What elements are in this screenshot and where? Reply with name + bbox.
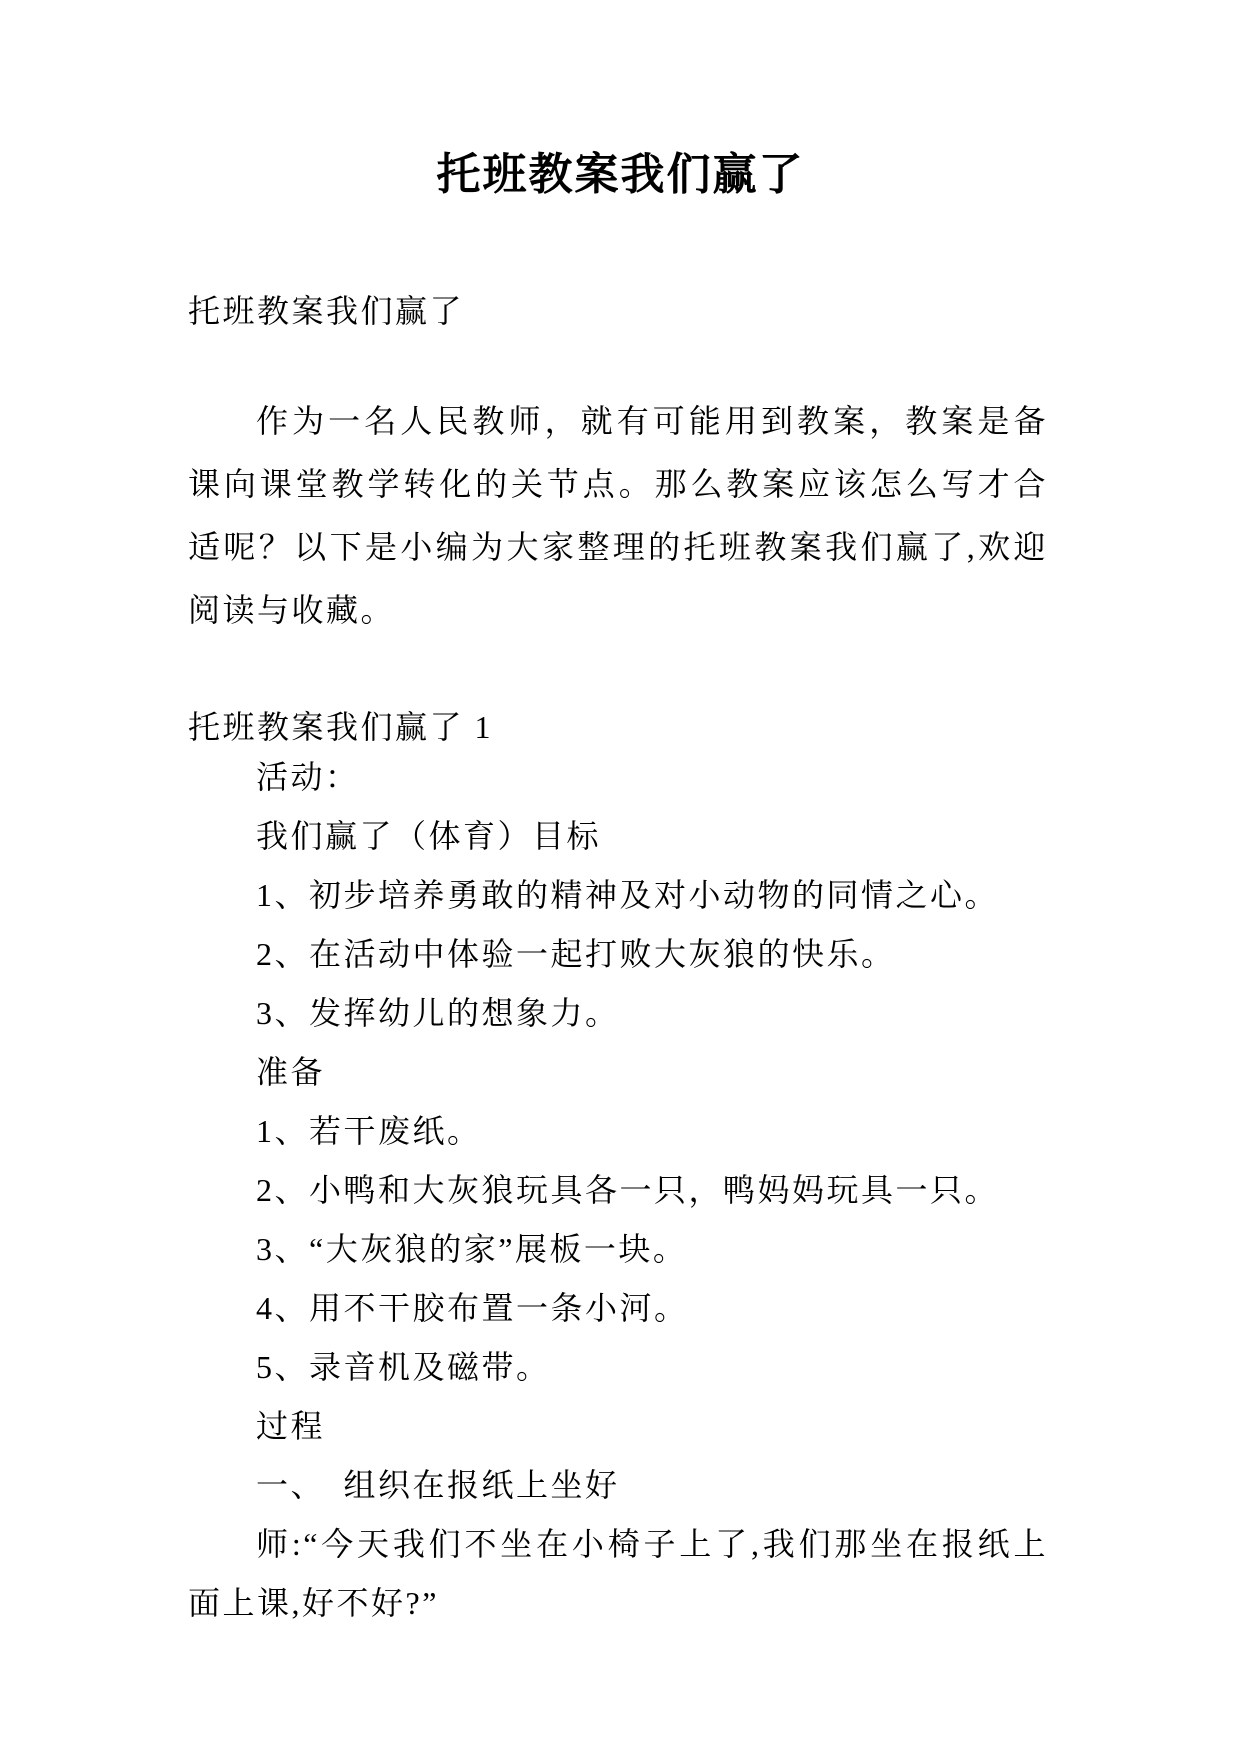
lesson-line: 2、小鸭和大灰狼玩具各一只，鸭妈妈玩具一只。 xyxy=(256,1172,1000,1208)
teacher-quote-paragraph: 师:“今天我们不坐在小椅子上了,我们那坐在报纸上面上课,好不好?” xyxy=(188,1526,1048,1621)
document-body xyxy=(188,290,1048,1633)
lesson-line: 3、“大灰狼的家”展板一块。 xyxy=(256,1231,688,1267)
lesson-line: 3、发挥幼儿的想象力。 xyxy=(256,995,620,1031)
lesson-line: 4、用不干胶布置一条小河。 xyxy=(256,1290,689,1326)
doc-subtitle: 托班教案我们赢了 xyxy=(188,293,465,329)
lesson-line: 5、录音机及磁带。 xyxy=(256,1349,551,1385)
lesson-line: 活动： xyxy=(256,759,360,795)
lesson-line: 一、 组织在报纸上坐好 xyxy=(256,1467,620,1503)
lesson-line: 1、初步培养勇敢的精神及对小动物的同情之心。 xyxy=(256,877,1000,913)
lesson-line: 准备 xyxy=(256,1054,326,1090)
lesson-line: 我们赢了（体育）目标 xyxy=(256,818,602,854)
intro-paragraph: 作为一名人民教师，就有可能用到教案，教案是备课向课堂教学转化的关节点。那么教案应该怎么写才合适呢？以下是小编为大家整理的托班教案我们赢了,欢迎阅读与收藏。 xyxy=(188,403,1048,628)
section-heading: 托班教案我们赢了 1 xyxy=(188,709,494,745)
lesson-plan-lines xyxy=(188,748,1048,1515)
lesson-line: 1、若干废纸。 xyxy=(256,1113,482,1149)
lesson-line: 2、在活动中体验一起打败大灰狼的快乐。 xyxy=(256,936,896,972)
page-title: 托班教案我们赢了 xyxy=(436,150,805,199)
lesson-line: 过程 xyxy=(256,1408,326,1444)
